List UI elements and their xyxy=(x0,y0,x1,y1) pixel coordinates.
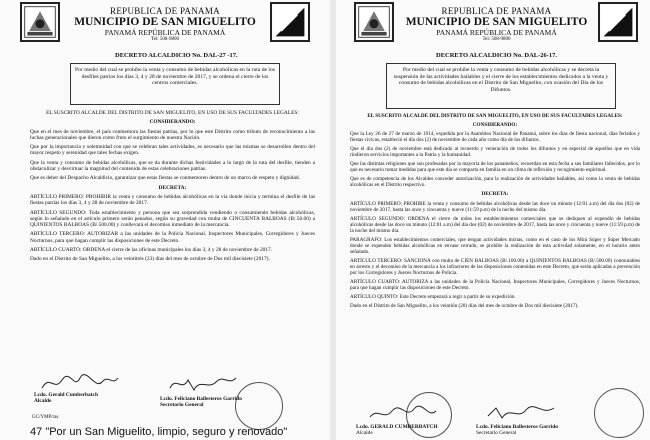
slogan-text: "Por un San Miguelito, limpio, seguro y renovado" xyxy=(45,426,288,438)
footer-slogan xyxy=(30,426,287,438)
article-1: ARTÍCULO PRIMERO: PROHIBIR la venta y consumo de bebidas alcohólicas en la vía donde inicia y termina el desfile de las fiestas patrias los días 3, 4 y 28 de noviembre de 2017. xyxy=(30,193,315,207)
considerando-4: Que es de competencia de los Alcaldes conceder autorización, para la realización de actividades bailables, así como la venta de bebidas alcohólicas en el Distrito respectivo. xyxy=(350,176,640,189)
considerando-3: Que las distintas religiones que son profesadas por la mayoría de los panameños, recuerdan en esta fecha a sus familiares fallecidos, por lo que es necesario tomar medidas para que este día se comparta en familia en un clima de reflexión y recogimiento espiritual. xyxy=(350,161,640,174)
document-header xyxy=(60,6,270,42)
mayor-signature xyxy=(40,372,120,394)
secretary-signature xyxy=(486,404,556,422)
header-tel: Tel: 508-9800 xyxy=(482,37,511,42)
preamble: EL SUSCRITO ALCALDE DEL DISTRITO DE SAN MIGUELITO, EN USO DE SUS FACULTADES LEGALES: xyxy=(46,110,299,116)
signer-2 xyxy=(160,396,242,408)
decree-number: DECRETO ALCALDICIO No. DAL-27 -17. xyxy=(115,52,238,59)
secretary-seal-stamp xyxy=(594,388,644,438)
considerando-title: CONSIDERANDO: xyxy=(149,119,196,126)
article-2: ARTÍCULO SEGUNDO: Toda establecimiento y persona que sea sorprendida vendiendo o consumiendo bebidas alcohólicas, según lo señalado en el artículo primero serán penados, según su gravedad con multa de CINCUENTA BALBOAS (B/.50.00) a QUINIENTOS BALBOAS (B/.500.00) y conllevará el decomiso inmediato de la mercancía. xyxy=(30,209,315,229)
preamble: EL SUSCRITO ALCALDE DEL DISTRITO DE SAN MIGUELITO, EN USO DE SUS FACULTADES LEGALES: xyxy=(367,113,623,119)
decree-page-right xyxy=(336,0,650,440)
article-2: ARTÍCULO SEGUNDO: ORDENA el cierre de todos los establecimientos comerciales que se dediquen al expendio de bebidas alcohólicas desde las doce un minuto (12:01 a.m) del día dos (02) de noviembre de 2017, hasta las once y cincuenta y nueve (11:59 p.m) de la noche del mismo día. xyxy=(350,215,640,234)
mayor-signature xyxy=(368,405,438,423)
secretary-signature xyxy=(168,374,238,394)
signer-1 xyxy=(356,424,438,436)
paragrafo: PARAGRAFO: Los establecimientos comerciales, que tengan actividades mixtas, como en el caso de los Mini Súper y Súper Mercado donde se expenden bebidas alcohólicas en envase cerrado, se prohíbe la realización de esta actividad solamente, en el horario antes señalado. xyxy=(350,236,640,255)
triangle-emblem-logo xyxy=(270,2,310,42)
header-municipality: MUNICIPIO DE SAN MIGUELITO xyxy=(74,16,256,28)
article-1: ARTÍCULO PRIMERO: PROHIBE la venta y consumo de bebidas alcohólicas desde las doce un minuto (12:01 a.m) del día dos (02) de noviembre de 2017, hasta las once y cincuenta y nueve (11:59 p.m) de la noche del mismo día. xyxy=(350,200,640,213)
article-3: ARTÍCULO TERCERO: AUTORIZAR a las unidades de la Policía Nacional, Inspectores Municipales, Corregidores y Jueces Nocturnos, para que hagan cumplir las disposiciones de este Decreto. xyxy=(30,231,315,244)
header-municipality: MUNICIPIO DE SAN MIGUELITO xyxy=(405,16,588,28)
considerando-title: CONSIDERANDO: xyxy=(472,122,518,129)
signer-2-title: Secretario General xyxy=(160,402,204,409)
municipal-seal-stamp xyxy=(235,382,283,430)
initials: GC/YMP/ras xyxy=(32,415,59,420)
signer-1-title: Alcalde xyxy=(356,430,373,437)
header-tel: Tel: 508-9800 xyxy=(150,37,180,42)
municipal-coat-of-arms-logo xyxy=(354,2,394,42)
triangle-emblem-logo xyxy=(598,2,638,42)
decreta-title: DECRETA: xyxy=(158,184,187,191)
signer-1 xyxy=(34,392,98,404)
article-5: ARTÍCULO QUINTO: Este Decreto empezará a regir a partir de su expedición. xyxy=(350,294,516,301)
header-republic: REPUBLICA DE PANAMA xyxy=(441,6,552,16)
decree-body-left xyxy=(30,110,315,266)
signer-2-name: Lcdo. Feliciano Ballesteros Garrido xyxy=(476,424,558,430)
given-date: Dado en el Distrito de San Miguelito, a los veintiún (20) días del mes de octubre de Dos mil diecisiete (2017). xyxy=(350,303,579,310)
signer-1-title: Alcalde xyxy=(34,398,52,405)
signer-2-name: Lcdo. Feliciano Ballesteros Garrido xyxy=(160,396,242,402)
article-4: ARTÍCULO CUARTO: AUTORIZA a las unidades de la Policía Nacional, Inspectores Municipales, Corregidores y Jueces Nocturnos, para que hagan cumplir las disposiciones de este Decreto. xyxy=(350,279,640,292)
article-4: ARTÍCULO CUARTO: ORDENA el cierre de las oficinas municipales los días 3, 4 y 28 de noviembre de 2017. xyxy=(30,247,273,254)
considerando-1: Que en el mes de noviembre, el país conmemora las fiestas patrias, por lo que este Distrito como tributo de reconocimiento a las luchas generacionales que dieron como fruto el surgimiento de nuestra Nación. xyxy=(30,128,315,141)
given-date: Dado en el Distrito de San Miguelito, a los veintitrés (23) días del mes de octubre de Dos mil diecisiete (2017). xyxy=(30,256,270,263)
signer-2 xyxy=(476,424,558,436)
signer-1-name: Lcdo. GERALD CUMBERBATCH xyxy=(356,424,438,430)
decree-body-right xyxy=(350,113,640,312)
decree-number: DECRETO ALCALDICIO No. DAL-26-17. xyxy=(436,52,558,59)
considerando-2: Que el día dos (2) de noviembre está dedicado al recuerdo y veneración de todos los difuntos y en especial de aquellos que en vida rindieron servicios importantes a la Patria y la humanidad. xyxy=(350,146,640,159)
signer-2-title: Secretario General xyxy=(476,430,517,437)
considerando-1: Que la Ley 26 de 27 de marzo de 1914, expedida por la Asamblea Nacional de Panamá, sobre los días de fiesta nacional, días feriados y fiestas cívicas, estableció el día dos (2) de noviembre de cada año como día de los difuntos. xyxy=(350,131,640,144)
header-republic: REPUBLICA DE PANAMA xyxy=(110,6,220,16)
article-3: ARTÍCULO TERCERO: SANCIONA con multa de CIEN BALBOAS (B/.100.00) a QUINIENTOS BALBOAS (B/.500.00) conmutables en arresto y el decomiso de la mercancía a los infractores de las disposiciones contenidas en este Decreto, que serán aplicadas a prevención por los Corregidores y Jueces Nocturnos de Policía. xyxy=(350,257,640,276)
municipal-coat-of-arms-logo xyxy=(20,2,60,42)
signer-1-name: Lcdo. Gerald Cumberbatch xyxy=(34,392,98,398)
considerando-3: Que la venta y consumo de bebidas alcohólicas, que se da durante dichas festividades a lo largo de la ruta del desfile, tienden a obstaculizar y desvirtuar la magnitud del contenido de estas celebraciones patrias. xyxy=(30,159,315,173)
header-country: PANAMÁ REPÚBLICA DE PANAMÁ xyxy=(104,28,226,37)
header-country: PANAMÁ REPÚBLICA DE PANAMÁ xyxy=(436,28,557,37)
considerando-2: Que por la importancia y solemnidad con que se celebran tales actividades, es necesario que las mismas se desarrollen dentro del mayor respeto y serenidad que tales fechas exigen. xyxy=(30,144,315,157)
decree-summary-box: Por medio del cual se prohíbe la venta y consumo de bebidas alcohólicas y se decreta la suspensión de las actividades bailables y el cierre de los establecimientos dedicados a la venta y consumo de bebidas alcohólicas en el Distrito de San Miguelito, con ocasión del Día de los Difuntos. xyxy=(386,63,616,109)
page-number: 47 xyxy=(30,426,43,438)
document-header xyxy=(394,6,599,42)
decree-summary-box: Por medio del cual se prohíbe la venta y consumo de bebidas alcohólicas en la ruta de los desfiles patrios los días 3, 4 y 28 de noviembre de 2017, y se ordena el cierre de los centros comerciales. xyxy=(70,63,280,105)
decreta-title: DECRETA: xyxy=(481,191,509,198)
considerando-4: Que es deber del Despacho Alcaldicio, garantizar que estas fiestas se conmemoren dentro de un marco de respeto y dignidad. xyxy=(30,175,300,182)
